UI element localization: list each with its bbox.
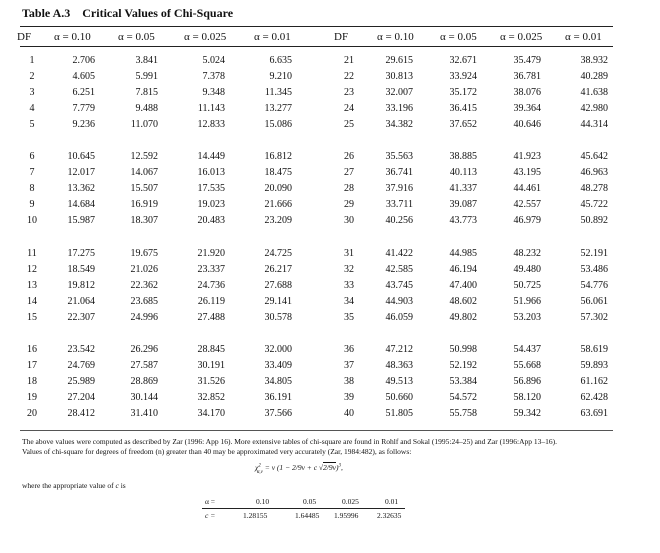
df-cell: 32 — [344, 264, 354, 275]
critical-value-cell: 9.236 — [72, 119, 95, 130]
critical-value-cell: 34.805 — [264, 376, 292, 387]
critical-value-cell: 38.932 — [580, 55, 608, 66]
critical-value-cell: 44.903 — [385, 296, 413, 307]
column-header-left-2: α = 0.05 — [118, 31, 155, 43]
critical-value-cell: 42.980 — [580, 103, 608, 114]
critical-value-cell: 53.384 — [449, 376, 477, 387]
critical-value-cell: 40.113 — [449, 167, 477, 178]
critical-value-cell: 44.314 — [580, 119, 608, 130]
critical-value-cell: 56.896 — [513, 376, 541, 387]
critical-value-cell: 34.382 — [385, 119, 413, 130]
critical-value-cell: 39.087 — [449, 199, 477, 210]
df-cell: 25 — [344, 119, 354, 130]
df-cell: 37 — [344, 360, 354, 371]
critical-value-cell: 40.256 — [385, 215, 413, 226]
critical-value-cell: 24.725 — [264, 248, 292, 259]
critical-value-cell: 21.666 — [264, 199, 292, 210]
approximation-formula: $\chi^2_{\alpha,\nu} = \nu$ (1 − 2/9ν + c √2/9ν)$^3$, — [255, 463, 343, 475]
critical-value-cell: 46.979 — [513, 215, 541, 226]
critical-value-cell: 21.920 — [197, 248, 225, 259]
critical-value-cell: 29.141 — [264, 296, 292, 307]
critical-value-cell: 29.615 — [385, 55, 413, 66]
critical-value-cell: 33.409 — [264, 360, 292, 371]
critical-value-cell: 63.691 — [580, 408, 608, 419]
critical-value-cell: 50.660 — [385, 392, 413, 403]
note-line-1: The above values were computed as described by Zar (1996: App 16). More extensive tables of chi-square are found in Rohlf and Sokal (1995:24–25) and Zar (1996:App 13–16). — [22, 437, 558, 446]
c-table-c-label: c = — [205, 511, 216, 520]
critical-value-cell: 14.449 — [197, 151, 225, 162]
df-cell: 8 — [29, 183, 35, 194]
c-table-rule — [202, 508, 405, 509]
critical-value-cell: 9.210 — [269, 71, 292, 82]
critical-value-cell: 17.535 — [197, 183, 225, 194]
critical-value-cell: 48.602 — [449, 296, 477, 307]
critical-value-cell: 15.987 — [67, 215, 95, 226]
critical-value-cell: 16.919 — [130, 199, 158, 210]
c-table-alpha: 0.05 — [303, 497, 317, 506]
df-cell: 5 — [29, 119, 35, 130]
column-header-left-4: α = 0.01 — [254, 31, 291, 43]
df-cell: 10 — [27, 215, 37, 226]
critical-value-cell: 45.722 — [580, 199, 608, 210]
critical-value-cell: 38.076 — [513, 87, 541, 98]
critical-value-cell: 62.428 — [580, 392, 608, 403]
df-cell: 39 — [344, 392, 354, 403]
df-cell: 15 — [27, 312, 37, 323]
df-cell: 30 — [344, 215, 354, 226]
critical-value-cell: 61.162 — [580, 376, 608, 387]
df-cell: 9 — [29, 199, 35, 210]
critical-value-cell: 53.203 — [513, 312, 541, 323]
critical-value-cell: 57.302 — [580, 312, 608, 323]
critical-value-cell: 23.337 — [197, 264, 225, 275]
df-cell: 20 — [27, 408, 37, 419]
critical-value-cell: 18.307 — [130, 215, 158, 226]
critical-value-cell: 33.196 — [385, 103, 413, 114]
critical-value-cell: 28.412 — [67, 408, 95, 419]
c-table-value: 1.28155 — [243, 511, 268, 520]
critical-value-cell: 52.191 — [580, 248, 608, 259]
critical-value-cell: 18.475 — [264, 167, 292, 178]
critical-value-cell: 40.646 — [513, 119, 541, 130]
df-cell: 21 — [344, 55, 354, 66]
critical-value-cell: 30.191 — [197, 360, 225, 371]
df-cell: 16 — [27, 344, 37, 355]
critical-value-cell: 17.275 — [67, 248, 95, 259]
critical-value-cell: 15.086 — [264, 119, 292, 130]
critical-value-cell: 35.172 — [449, 87, 477, 98]
column-header-right-3: α = 0.025 — [500, 31, 543, 43]
c-table-alpha: 0.10 — [256, 497, 270, 506]
critical-value-cell: 49.480 — [513, 264, 541, 275]
df-cell: 26 — [344, 151, 354, 162]
df-cell: 34 — [344, 296, 354, 307]
critical-value-cell: 13.277 — [264, 103, 292, 114]
df-cell: 38 — [344, 376, 354, 387]
critical-value-cell: 58.619 — [580, 344, 608, 355]
critical-value-cell: 18.549 — [67, 264, 95, 275]
critical-value-cell: 22.307 — [67, 312, 95, 323]
critical-value-cell: 15.507 — [130, 183, 158, 194]
critical-value-cell: 55.668 — [513, 360, 541, 371]
critical-value-cell: 42.557 — [513, 199, 541, 210]
critical-value-cell: 42.585 — [385, 264, 413, 275]
critical-value-cell: 12.592 — [130, 151, 158, 162]
column-header-left-1: α = 0.10 — [54, 31, 91, 43]
df-cell: 3 — [29, 87, 35, 98]
critical-value-cell: 24.769 — [67, 360, 95, 371]
df-cell: 14 — [27, 296, 37, 307]
column-header-right-4: α = 0.01 — [565, 31, 602, 43]
critical-value-cell: 13.362 — [67, 183, 95, 194]
df-cell: 11 — [27, 248, 37, 259]
df-cell: 22 — [344, 71, 354, 82]
df-cell: 12 — [27, 264, 37, 275]
critical-value-cell: 11.070 — [130, 119, 158, 130]
critical-value-cell: 35.479 — [513, 55, 541, 66]
critical-value-cell: 51.805 — [385, 408, 413, 419]
critical-value-cell: 10.645 — [67, 151, 95, 162]
critical-value-cell: 11.143 — [197, 103, 225, 114]
df-cell: 31 — [344, 248, 354, 259]
critical-value-cell: 41.923 — [513, 151, 541, 162]
df-cell: 36 — [344, 344, 354, 355]
critical-value-cell: 46.194 — [449, 264, 477, 275]
critical-value-cell: 16.812 — [264, 151, 292, 162]
critical-value-cell: 9.488 — [135, 103, 158, 114]
critical-value-cell: 40.289 — [580, 71, 608, 82]
critical-value-cell: 23.542 — [67, 344, 95, 355]
critical-value-cell: 28.845 — [197, 344, 225, 355]
critical-value-cell: 27.688 — [264, 280, 292, 291]
column-header-right-1: α = 0.10 — [377, 31, 414, 43]
note-line-3: where the appropriate value of c is — [22, 481, 126, 490]
critical-value-cell: 33.711 — [385, 199, 413, 210]
critical-value-cell: 54.572 — [449, 392, 477, 403]
c-table-alpha: 0.025 — [342, 497, 359, 506]
critical-value-cell: 19.675 — [130, 248, 158, 259]
critical-value-cell: 22.362 — [130, 280, 158, 291]
column-header-right-2: α = 0.05 — [440, 31, 477, 43]
critical-value-cell: 48.232 — [513, 248, 541, 259]
critical-value-cell: 48.278 — [580, 183, 608, 194]
critical-value-cell: 46.963 — [580, 167, 608, 178]
critical-value-cell: 41.638 — [580, 87, 608, 98]
critical-value-cell: 52.192 — [449, 360, 477, 371]
critical-value-cell: 30.578 — [264, 312, 292, 323]
critical-value-cell: 41.422 — [385, 248, 413, 259]
critical-value-cell: 23.209 — [264, 215, 292, 226]
df-cell: 29 — [344, 199, 354, 210]
critical-value-cell: 56.061 — [580, 296, 608, 307]
critical-value-cell: 25.989 — [67, 376, 95, 387]
df-cell: 23 — [344, 87, 354, 98]
column-header-left-3: α = 0.025 — [184, 31, 227, 43]
critical-value-cell: 27.488 — [197, 312, 225, 323]
critical-value-cell: 14.684 — [67, 199, 95, 210]
critical-value-cell: 4.605 — [72, 71, 95, 82]
table-title — [22, 6, 233, 21]
critical-value-cell: 31.526 — [197, 376, 225, 387]
critical-value-cell: 36.741 — [385, 167, 413, 178]
bottom-rule — [20, 430, 613, 431]
c-table-alpha-label: α = — [205, 497, 216, 506]
critical-value-cell: 7.779 — [72, 103, 95, 114]
df-cell: 18 — [27, 376, 37, 387]
critical-value-cell: 47.400 — [449, 280, 477, 291]
critical-value-cell: 43.195 — [513, 167, 541, 178]
critical-value-cell: 43.745 — [385, 280, 413, 291]
critical-value-cell: 7.815 — [135, 87, 158, 98]
critical-value-cell: 59.893 — [580, 360, 608, 371]
df-cell: 6 — [29, 151, 35, 162]
critical-value-cell: 44.985 — [449, 248, 477, 259]
critical-value-cell: 3.841 — [135, 55, 158, 66]
c-table-value: 1.64485 — [295, 511, 320, 520]
critical-value-cell: 32.007 — [385, 87, 413, 98]
critical-value-cell: 31.410 — [130, 408, 158, 419]
critical-value-cell: 9.348 — [202, 87, 225, 98]
df-cell: 13 — [27, 280, 37, 291]
critical-value-cell: 12.017 — [67, 167, 95, 178]
critical-value-cell: 50.998 — [449, 344, 477, 355]
header-rule — [20, 46, 613, 47]
critical-value-cell: 49.513 — [385, 376, 413, 387]
critical-value-cell: 2.706 — [72, 55, 95, 66]
critical-value-cell: 32.852 — [197, 392, 225, 403]
column-header-left-0: DF — [17, 31, 32, 43]
c-table-value: 1.95996 — [334, 511, 359, 520]
critical-value-cell: 6.251 — [72, 87, 95, 98]
critical-value-cell: 36.191 — [264, 392, 292, 403]
critical-value-cell: 5.991 — [135, 71, 158, 82]
critical-value-cell: 21.064 — [67, 296, 95, 307]
critical-value-cell: 55.758 — [449, 408, 477, 419]
critical-value-cell: 23.685 — [130, 296, 158, 307]
df-cell: 17 — [27, 360, 37, 371]
critical-value-cell: 7.378 — [202, 71, 225, 82]
critical-value-cell: 38.885 — [449, 151, 477, 162]
critical-value-cell: 30.144 — [130, 392, 158, 403]
df-cell: 19 — [27, 392, 37, 403]
note-line-2: Values of chi-square for degrees of freedom (n) greater than 40 may be approximated very accurately (Zar, 1984:482), as follows: — [22, 447, 412, 456]
critical-value-cell: 37.652 — [449, 119, 477, 130]
critical-value-cell: 11.345 — [264, 87, 292, 98]
critical-value-cell: 50.892 — [580, 215, 608, 226]
df-cell: 40 — [344, 408, 354, 419]
table-caption: Critical Values of Chi-Square — [82, 6, 234, 20]
critical-value-cell: 51.966 — [513, 296, 541, 307]
critical-value-cell: 26.296 — [130, 344, 158, 355]
critical-value-cell: 50.725 — [513, 280, 541, 291]
critical-value-cell: 36.781 — [513, 71, 541, 82]
critical-value-cell: 26.217 — [264, 264, 292, 275]
critical-value-cell: 30.813 — [385, 71, 413, 82]
critical-value-cell: 19.023 — [197, 199, 225, 210]
critical-value-cell: 5.024 — [202, 55, 225, 66]
c-table-value: 2.32635 — [377, 511, 402, 520]
critical-value-cell: 39.364 — [513, 103, 541, 114]
df-cell: 33 — [344, 280, 354, 291]
df-cell: 7 — [29, 167, 35, 178]
df-cell: 24 — [344, 103, 354, 114]
critical-value-cell: 49.802 — [449, 312, 477, 323]
top-rule — [20, 26, 613, 27]
critical-value-cell: 33.924 — [449, 71, 477, 82]
critical-value-cell: 24.736 — [197, 280, 225, 291]
critical-value-cell: 27.587 — [130, 360, 158, 371]
critical-value-cell: 27.204 — [67, 392, 95, 403]
critical-value-cell: 12.833 — [197, 119, 225, 130]
critical-value-cell: 53.486 — [580, 264, 608, 275]
critical-value-cell: 46.059 — [385, 312, 413, 323]
critical-value-cell: 24.996 — [130, 312, 158, 323]
critical-value-cell: 6.635 — [269, 55, 292, 66]
critical-value-cell: 32.000 — [264, 344, 292, 355]
critical-value-cell: 32.671 — [449, 55, 477, 66]
df-cell: 2 — [29, 71, 35, 82]
critical-value-cell: 26.119 — [197, 296, 225, 307]
critical-value-cell: 37.566 — [264, 408, 292, 419]
critical-value-cell: 14.067 — [130, 167, 158, 178]
critical-value-cell: 44.461 — [513, 183, 541, 194]
table-number: Table A.3 — [22, 6, 71, 20]
critical-value-cell: 28.869 — [130, 376, 158, 387]
critical-value-cell: 47.212 — [385, 344, 413, 355]
critical-value-cell: 41.337 — [449, 183, 477, 194]
critical-value-cell: 16.013 — [197, 167, 225, 178]
critical-value-cell: 21.026 — [130, 264, 158, 275]
critical-value-cell: 37.916 — [385, 183, 413, 194]
critical-value-cell: 34.170 — [197, 408, 225, 419]
critical-value-cell: 59.342 — [513, 408, 541, 419]
critical-value-cell: 48.363 — [385, 360, 413, 371]
critical-value-cell: 54.437 — [513, 344, 541, 355]
df-cell: 4 — [29, 103, 35, 114]
df-cell: 1 — [29, 55, 35, 66]
critical-value-cell: 54.776 — [580, 280, 608, 291]
df-cell: 27 — [344, 167, 354, 178]
c-table-alpha: 0.01 — [385, 497, 399, 506]
critical-value-cell: 19.812 — [67, 280, 95, 291]
critical-value-cell: 36.415 — [449, 103, 477, 114]
df-cell: 35 — [344, 312, 354, 323]
df-cell: 28 — [344, 183, 354, 194]
critical-value-cell: 20.483 — [197, 215, 225, 226]
critical-value-cell: 58.120 — [513, 392, 541, 403]
column-header-right-0: DF — [334, 31, 349, 43]
critical-value-cell: 35.563 — [385, 151, 413, 162]
critical-value-cell: 43.773 — [449, 215, 477, 226]
critical-value-cell: 45.642 — [580, 151, 608, 162]
critical-value-cell: 20.090 — [264, 183, 292, 194]
